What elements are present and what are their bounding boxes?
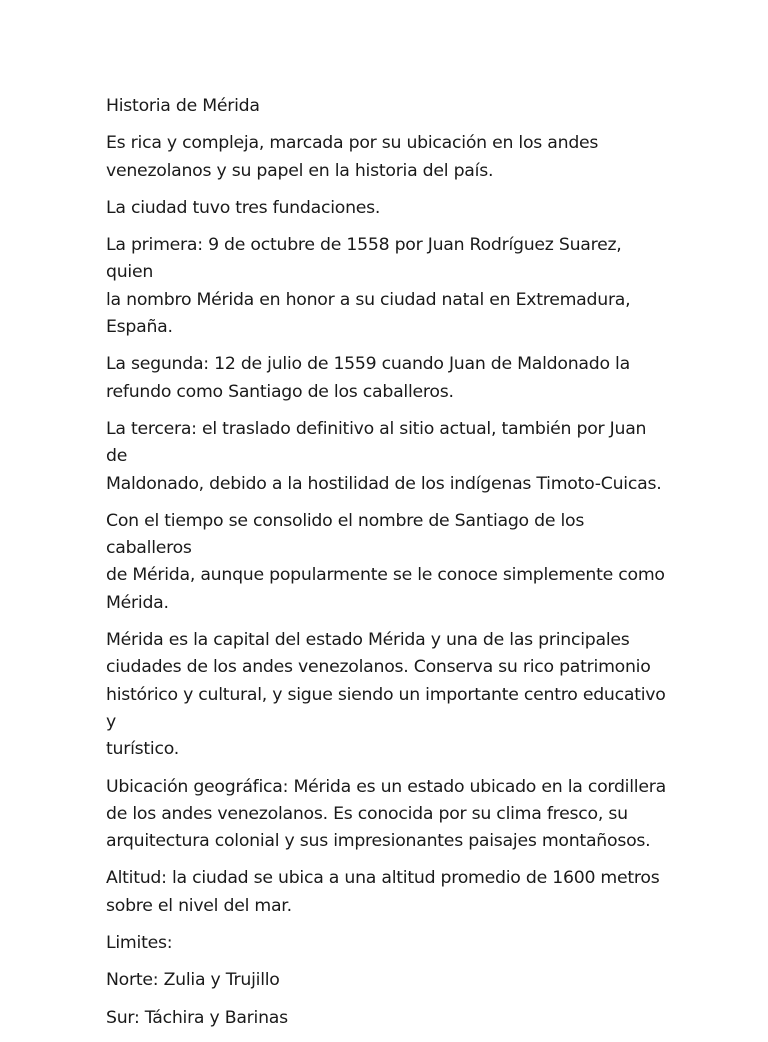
paragraph-foundations: La ciudad tuvo tres fundaciones.	[106, 197, 381, 218]
document-title: Historia de Mérida	[106, 96, 260, 116]
paragraph-second-foundation: La segunda: 12 de julio de 1559 cuando Juan de Maldonado la refundo como Santiago de los caballeros.	[106, 354, 630, 402]
paragraph-intro: Es rica y compleja, marcada por su ubicación en los andes venezolanos y su papel en la historia del país.	[106, 133, 599, 181]
paragraph-limit-south: Sur: Táchira y Barinas	[106, 1007, 288, 1028]
paragraph-limits-heading: Limites:	[106, 933, 173, 954]
paragraph-third-foundation: La tercera: el traslado definitivo al sitio actual, también por Juan de Maldonado, debido a la hostilidad de los indígenas Timoto-Cuicas.	[106, 418, 662, 494]
paragraph-location: Ubicación geográfica: Mérida es un estado ubicado en la cordillera de los andes venezolanos. Es conocida por su clima fresco, su arquitectura colonial y sus impresionantes paisajes montañosos.	[106, 776, 666, 852]
paragraph-city-name: Con el tiempo se consolido el nombre de Santiago de los caballeros de Mérida, aunque popularmente se le conoce simplemente como Mérida.	[106, 510, 665, 613]
paragraph-limit-north: Norte: Zulia y Trujillo	[106, 970, 280, 991]
document-body	[106, 93, 666, 1042]
paragraph-first-foundation: La primera: 9 de octubre de 1558 por Juan Rodríguez Suarez, quien la nombro Mérida en honor a su ciudad natal en Extremadura, España.	[106, 235, 631, 338]
paragraph-altitude: Altitud: la ciudad se ubica a una altitud promedio de 1600 metros sobre el nivel del mar.	[106, 868, 660, 916]
paragraph-capital: Mérida es la capital del estado Mérida y una de las principales ciudades de los andes venezolanos. Conserva su rico patrimonio histórico y cultural, y sigue siendo un importante centro educativo y turístico.	[106, 630, 666, 760]
